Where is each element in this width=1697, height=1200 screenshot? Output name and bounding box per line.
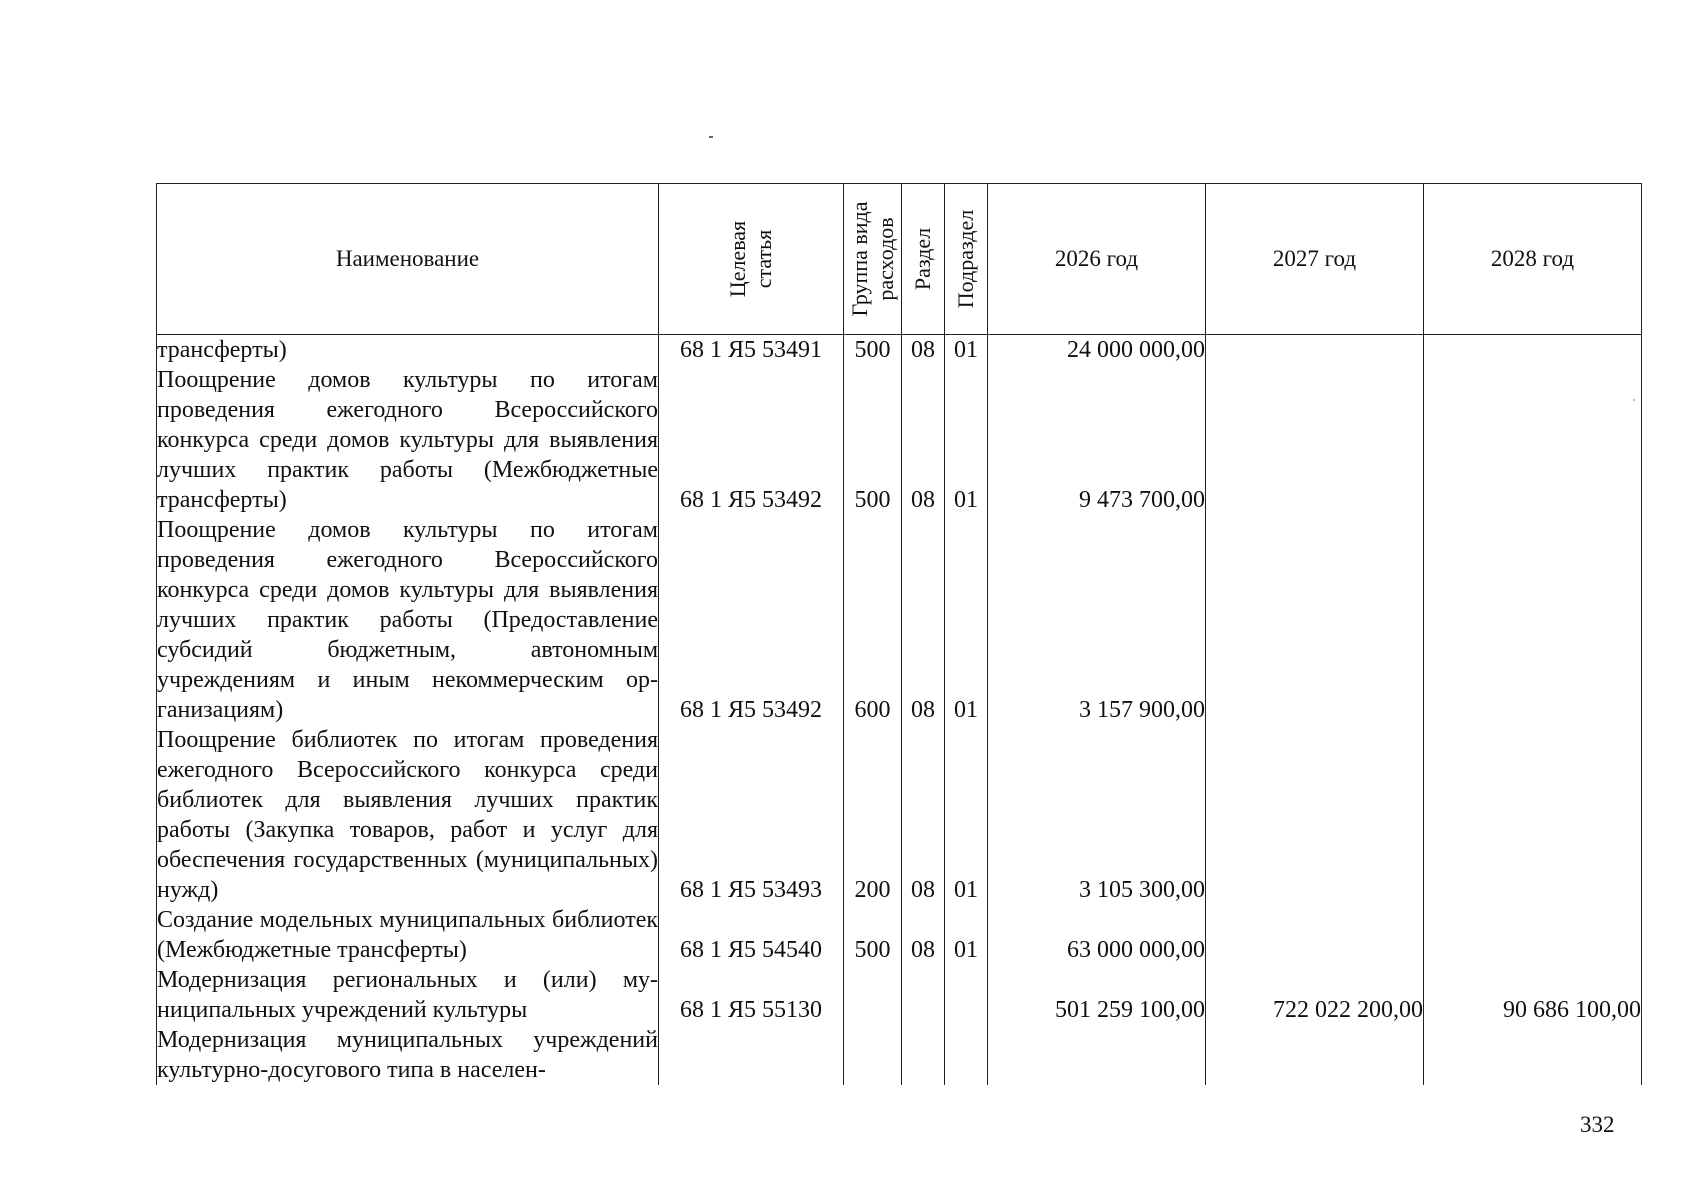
row-name: Модернизация региональных и (или) муниципальных учреждений культуры <box>157 967 658 1023</box>
header-subsection <box>945 184 988 335</box>
budget-table <box>156 183 1642 1085</box>
header-2026: 2026 год <box>988 184 1206 335</box>
table-row <box>157 365 1642 515</box>
row-target-article: 68 1 Я5 53492 <box>659 515 844 725</box>
table-row <box>157 335 1642 366</box>
header-name: Наименование <box>157 184 659 335</box>
row-name: Поощрение домов культуры по итогам проведения ежегодного Всероссийского конкурса среди домов культуры для выявления лучших практик работы (Межбюджетные трансферты) <box>157 367 658 513</box>
row-expense-group <box>844 965 902 1025</box>
row-subsection: 01 <box>945 905 988 965</box>
header-2027: 2027 год <box>1206 184 1424 335</box>
row-subsection <box>945 965 988 1025</box>
row-subsection: 01 <box>945 725 988 905</box>
header-2028: 2028 год <box>1424 184 1642 335</box>
row-amount-2027 <box>1206 335 1424 366</box>
row-subsection <box>945 1025 988 1085</box>
row-section <box>902 965 945 1025</box>
row-amount-2026: 63 000 000,00 <box>988 905 1206 965</box>
row-expense-group <box>844 1025 902 1085</box>
row-subsection: 01 <box>945 515 988 725</box>
table-row <box>157 515 1642 725</box>
row-amount-2026: 24 000 000,00 <box>988 335 1206 366</box>
scan-speck <box>709 136 713 138</box>
table-row <box>157 1025 1642 1085</box>
row-name: Поощрение библиотек по итогам проведения ежегодного Всероссийского конкурса среди библиотек для выявления лучших практик работы (Закупка товаров, работ и услуг для обеспечения государственных (муниципальных) нужд) <box>157 727 658 903</box>
row-amount-2026: 3 105 300,00 <box>988 725 1206 905</box>
row-amount-2027: 722 022 200,00 <box>1206 965 1424 1025</box>
row-name: Создание модельных муниципальных библиотек (Межбюджетные трансферты) <box>157 907 658 963</box>
row-amount-2028 <box>1424 365 1642 515</box>
row-target-article: 68 1 Я5 53493 <box>659 725 844 905</box>
row-amount-2027 <box>1206 905 1424 965</box>
row-amount-2028: 90 686 100,00 <box>1424 965 1642 1025</box>
row-expense-group: 500 <box>844 905 902 965</box>
row-target-article: 68 1 Я5 53491 <box>659 335 844 366</box>
row-section: 08 <box>902 725 945 905</box>
row-section: 08 <box>902 365 945 515</box>
row-amount-2027 <box>1206 725 1424 905</box>
row-amount-2028 <box>1424 515 1642 725</box>
table-row <box>157 965 1642 1025</box>
header-expense-group <box>844 184 902 335</box>
table-row <box>157 725 1642 905</box>
row-target-article: 68 1 Я5 53492 <box>659 365 844 515</box>
row-name: Модернизация муниципальных учреждений культурно-досугового типа в населен- <box>157 1027 658 1083</box>
row-amount-2026: 9 473 700,00 <box>988 365 1206 515</box>
header-group-line2: расходов <box>872 217 898 301</box>
row-section: 08 <box>902 515 945 725</box>
row-name: Поощрение домов культуры по итогам проведения ежегодного Всероссийского конкурса среди домов культуры для выявления лучших практик работы (Предоставление субсидий бюджетным, автономным учреждениям и иным некоммерческим организациям) <box>157 517 658 723</box>
row-amount-2027 <box>1206 1025 1424 1085</box>
row-expense-group: 500 <box>844 365 902 515</box>
row-amount-2026: 3 157 900,00 <box>988 515 1206 725</box>
row-amount-2028 <box>1424 1025 1642 1085</box>
row-amount-2028 <box>1424 725 1642 905</box>
header-target-line2: статья <box>751 229 776 289</box>
row-section: 08 <box>902 335 945 366</box>
row-subsection: 01 <box>945 365 988 515</box>
header-row <box>157 184 1642 335</box>
row-amount-2026: 501 259 100,00 <box>988 965 1206 1025</box>
header-section-text: Раздел <box>910 227 935 291</box>
header-target-line1: Целевая <box>725 220 750 298</box>
header-subsection-text: Подраздел <box>953 209 978 309</box>
table-row <box>157 905 1642 965</box>
header-group-line1: Группа вида <box>846 201 872 317</box>
row-target-article: 68 1 Я5 54540 <box>659 905 844 965</box>
row-amount-2027 <box>1206 515 1424 725</box>
row-expense-group: 500 <box>844 335 902 366</box>
row-amount-2026 <box>988 1025 1206 1085</box>
row-subsection: 01 <box>945 335 988 366</box>
row-section: 08 <box>902 905 945 965</box>
header-section <box>902 184 945 335</box>
row-amount-2028 <box>1424 905 1642 965</box>
row-amount-2027 <box>1206 365 1424 515</box>
header-target-article <box>659 184 844 335</box>
page-number: 332 <box>1580 1112 1615 1137</box>
row-expense-group: 200 <box>844 725 902 905</box>
row-target-article <box>659 1025 844 1085</box>
row-expense-group: 600 <box>844 515 902 725</box>
row-amount-2028 <box>1424 335 1642 366</box>
row-target-article: 68 1 Я5 55130 <box>659 965 844 1025</box>
row-section <box>902 1025 945 1085</box>
row-name: трансферты) <box>157 335 659 366</box>
